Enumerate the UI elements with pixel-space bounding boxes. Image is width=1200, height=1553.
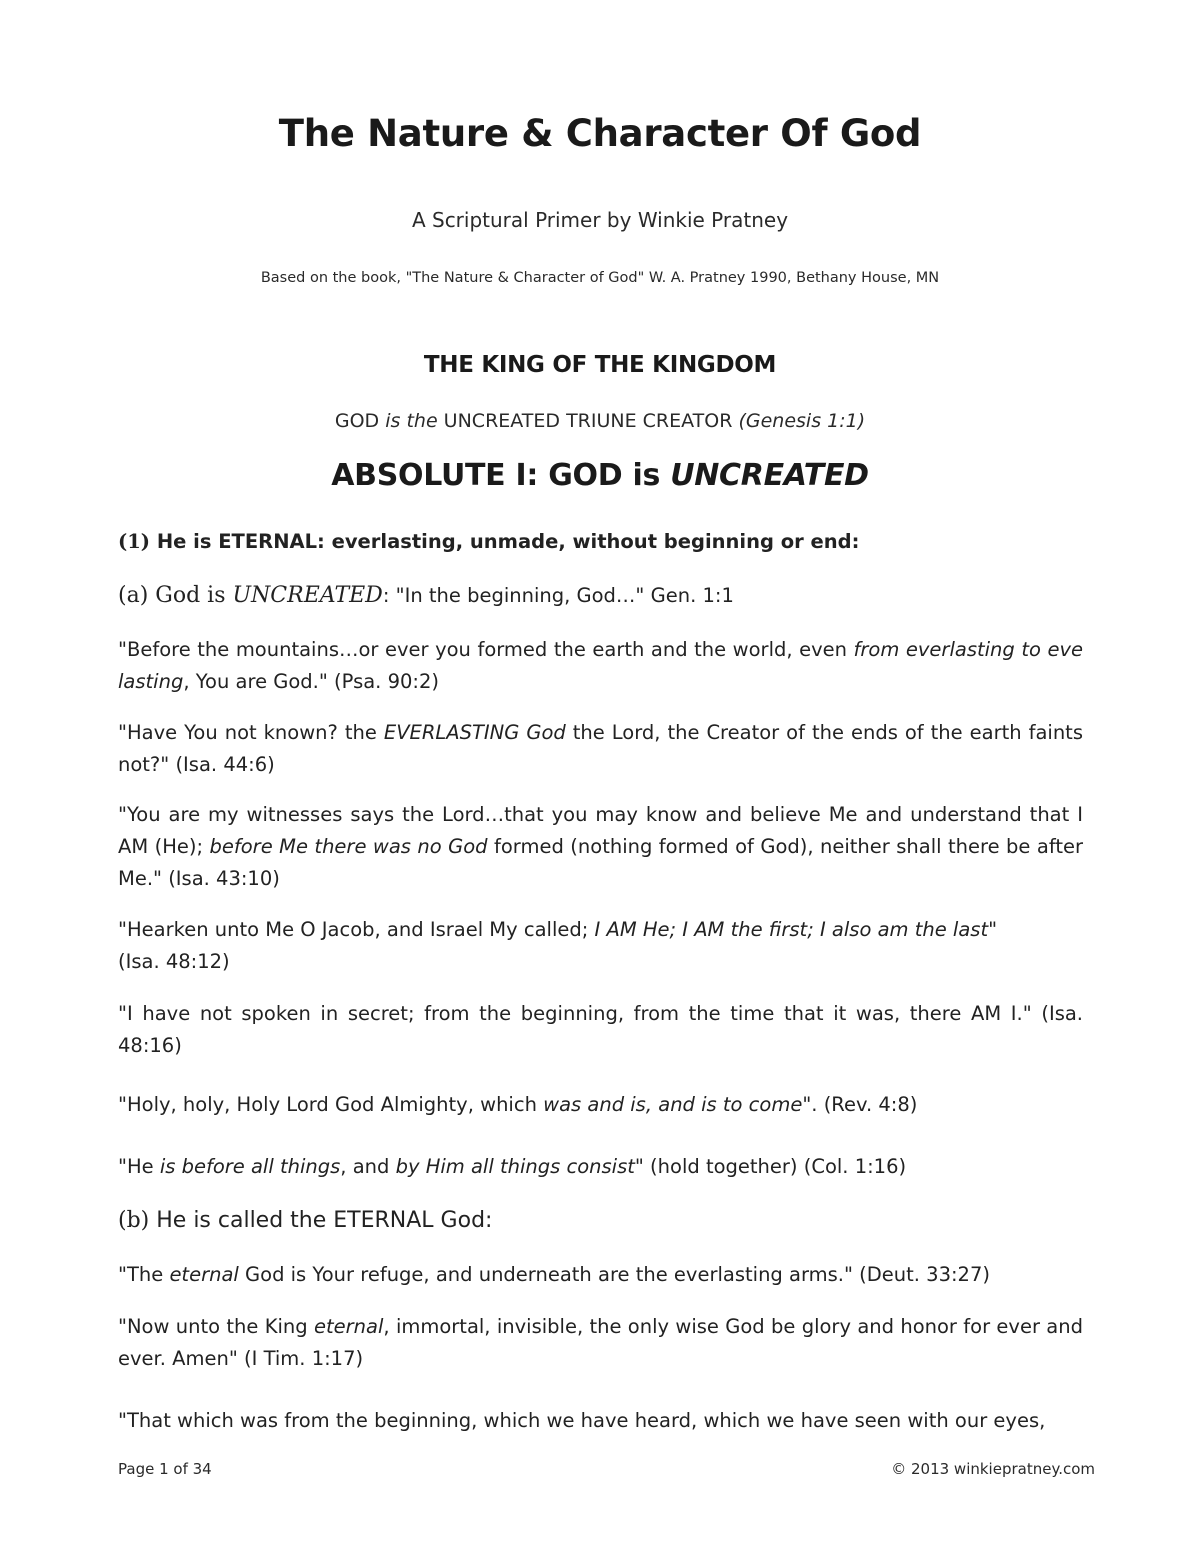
section-statement: GOD is the UNCREATED TRIUNE CREATOR (Genesis 1:1)	[334, 410, 866, 432]
quote-1-john-1: "That which was from the beginning, which we have heard, which we have seen with our eyes,	[118, 1409, 1046, 1432]
quote-revelation-4: "Holy, holy, Holy Lord God Almighty, which was and is, and is to come". (Rev. 4:8)	[118, 1093, 918, 1116]
copyright-notice: © 2013 winkiepratney.com	[891, 1460, 1095, 1478]
source-note: Based on the book, "The Nature & Character of God" W. A. Pratney 1990, Bethany House, MN	[260, 270, 940, 286]
quote-psalm-90: "Before the mountains…or ever you formed the earth and the world, even from everlasting to eve lasting, You are God." (Psa. 90:2)	[118, 638, 1083, 693]
absolute-heading: ABSOLUTE I: GOD is UNCREATED	[331, 458, 869, 493]
quote-colossians-1: "He is before all things, and by Him all things consist" (hold together) (Col. 1:16)	[118, 1155, 907, 1178]
page-number: Page 1 of 34	[118, 1460, 212, 1478]
quote-isaiah-48-16: "I have not spoken in secret; from the beginning, from the time that it was, there AM I." (Isa. 48:16)	[118, 1002, 1083, 1057]
quote-isaiah-44: "Have You not known? the EVERLASTING God the Lord, the Creator of the ends of the earth faints not?" (Isa. 44:6)	[118, 721, 1083, 776]
document-title: The Nature & Character Of God	[278, 112, 922, 155]
subpoint-b-heading: (b) He is called the ETERNAL God:	[118, 1208, 493, 1233]
document-subtitle: A Scriptural Primer by Winkie Pratney	[411, 208, 789, 232]
quote-deuteronomy-33: "The eternal God is Your refuge, and underneath are the everlasting arms." (Deut. 33:27)	[118, 1263, 990, 1286]
quote-1-timothy-1: "Now unto the King eternal, immortal, invisible, the only wise God be glory and honor for ever and ever. Amen" (I Tim. 1:17)	[118, 1315, 1083, 1370]
quote-isaiah-43: "You are my witnesses says the Lord…that you may know and believe Me and understand that I AM (He); before Me there was no God formed (nothing formed of God), neither shall there be after Me." (Isa. 43:10)	[118, 803, 1084, 890]
subpoint-a-heading: (a) God is UNCREATED: "In the beginning, God…" Gen. 1:1	[118, 583, 734, 608]
point-heading-eternal: (1) He is ETERNAL: everlasting, unmade, without beginning or end:	[118, 530, 860, 553]
quote-isaiah-48-12: "Hearken unto Me O Jacob, and Israel My called; I AM He; I AM the first; I also am the last" (Isa. 48:12)	[118, 918, 998, 973]
section-heading: THE KING OF THE KINGDOM	[423, 352, 777, 378]
